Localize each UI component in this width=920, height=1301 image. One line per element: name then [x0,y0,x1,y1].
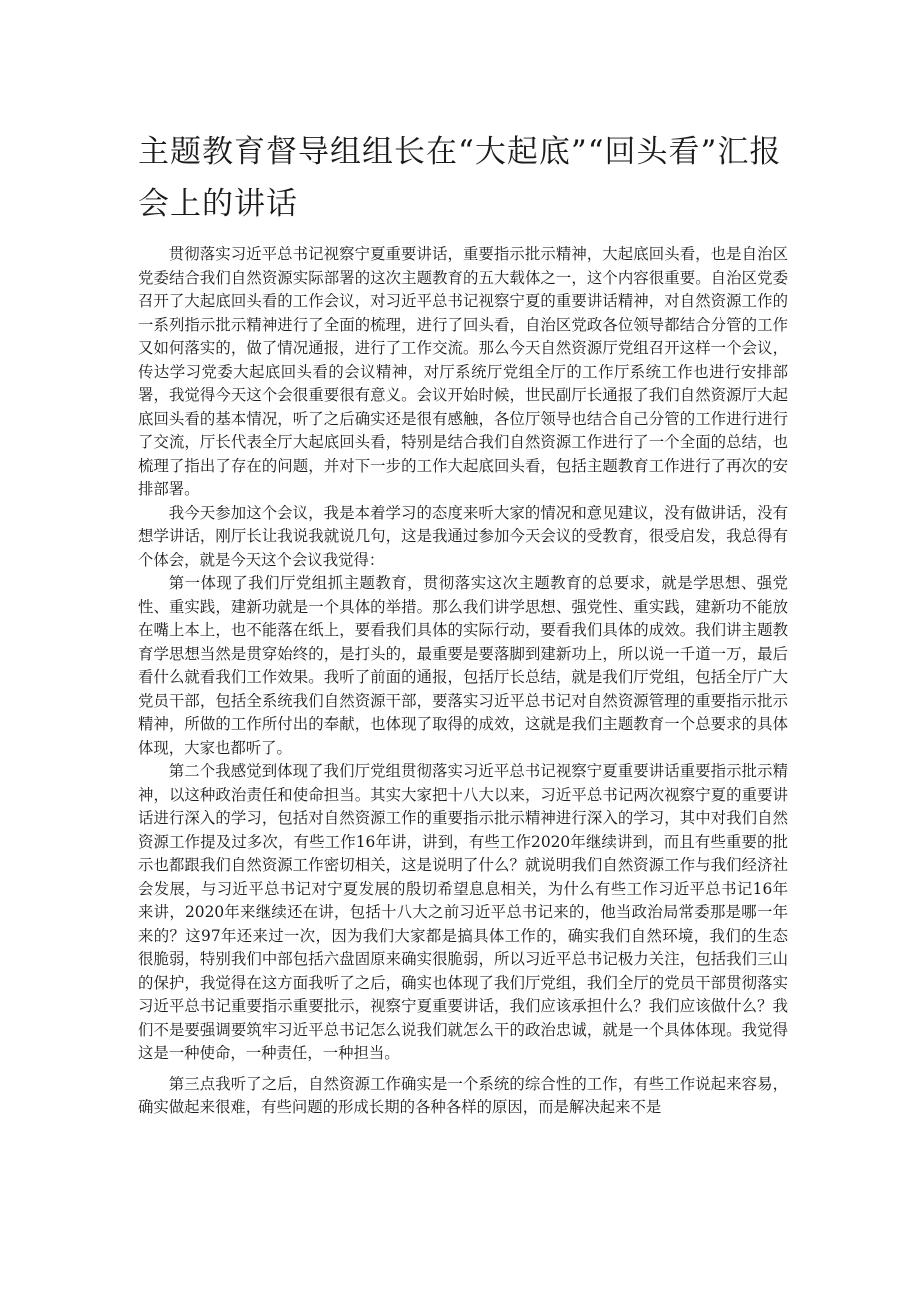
document-title: 主题教育督导组组长在“大起底”“回头看”汇报会上的讲话 [138,134,782,222]
paragraph-point-three: 第三点我听了之后，自然资源工作确实是一个系统的综合性的工作，有些工作说起来容易，确实做起来很难，有些问题的形成长期的各种各样的原因，而是解决起来不是 [138,1074,788,1116]
paragraph-attendance: 我今天参加这个会议，我是本着学习的态度来听大家的情况和意见建议，没有做讲话，没有想学讲话，刚厅长让我说我就说几句，这是我通过参加今天会议的受教育，很受启发，我总得有个体会，就是今天这个会议我觉得： [138,503,788,569]
paragraph-point-two: 第二个我感觉到体现了我们厅党组贯彻落实习近平总书记视察宁夏重要讲话重要指示批示精神，以这种政治责任和使命担当。其实大家把十八大以来，习近平总书记两次视察宁夏的重要讲话进行深入的学习，包括对自然资源工作的重要指示批示精神进行深入的学习，其中对我们自然资源工作提及过多次，有些工作16年讲，讲到，有些工作2020年继续讲到，而且有些重要的批示也都跟我们自然资源工作密切相关，这是说明了什么？就说明我们自然资源工作与我们经济社会发展，与习近平总书记对宁夏发展的殷切希望息息相关，为什么有些工作习近平总书记16年来讲，2020年来继续还在讲，包括十八大之前习近平总书记来的，他当政治局常委那是哪一年来的？这97年还来过一次，因为我们大家都是搞具体工作的，确实我们自然环境，我们的生态很脆弱，特别我们中部包括六盘固原来确实很脆弱，所以习近平总书记极力关注，包括我们三山的保护，我觉得在这方面我听了之后，确实也体现了我们厅党组，我们全厅的党员干部贯彻落实习近平总书记重要指示重要批示，视察宁夏重要讲话，我们应该承担什么？我们应该做什么？我们不是要强调要筑牢习近平总书记怎么说我们就怎么干的政治忠诚，就是一个具体体现。我觉得这是一种使命，一种责任，一种担当。 [138,762,788,1062]
paragraph-intro: 贯彻落实习近平总书记视察宁夏重要讲话，重要指示批示精神，大起底回头看，也是自治区党委结合我们自然资源实际部署的这次主题教育的五大载体之一，这个内容很重要。自治区党委召开了大起底回头看的工作会议，对习近平总书记视察宁夏的重要讲话精神，对自然资源工作的一系列指示批示精神进行了全面的梳理，进行了回头看，自治区党政各位领导都结合分管的工作又如何落实的，做了情况通报，进行了工作交流。那么今天自然资源厅党组召开这样一个会议，传达学习党委大起底回头看的会议精神，对厅系统厅党组全厅的工作厅系统工作也进行安排部署，我觉得今天这个会很重要很有意义。会议开始时候，世民副厅长通报了我们自然资源厅大起底回头看的基本情况，听了之后确实还是很有感触，各位厅领导也结合自己分管的工作进行进行了交流，厅长代表全厅大起底回头看，特别是结合我们自然资源工作进行了一个全面的总结，也梳理了指出了存在的问题，并对下一步的工作大起底回头看，包括主题教育工作进行了再次的安排部署。 [138,245,788,498]
paragraph-point-one: 第一体现了我们厅党组抓主题教育，贯彻落实这次主题教育的总要求，就是学思想、强党性、重实践，建新功就是一个具体的举措。那么我们讲学思想、强党性、重实践，建新功不能放在嘴上本上，也不能落在纸上，要看我们具体的实际行动，要看我们具体的成效。我们讲主题教育学思想当然是贯穿始终的，是打头的，最重要是要落脚到建新功上，所以说一千道一万，最后看什么就看我们工作效果。我听了前面的通报，包括厅长总结，就是我们厅党组，包括全厅广大党员干部，包括全系统我们自然资源干部，要落实习近平总书记对自然资源管理的重要指示批示精神，所做的工作所付出的奉献，也体现了取得的成效，这就是我们主题教育一个总要求的具体体现，大家也都听了。 [138,574,788,757]
document-body [138,243,788,1120]
